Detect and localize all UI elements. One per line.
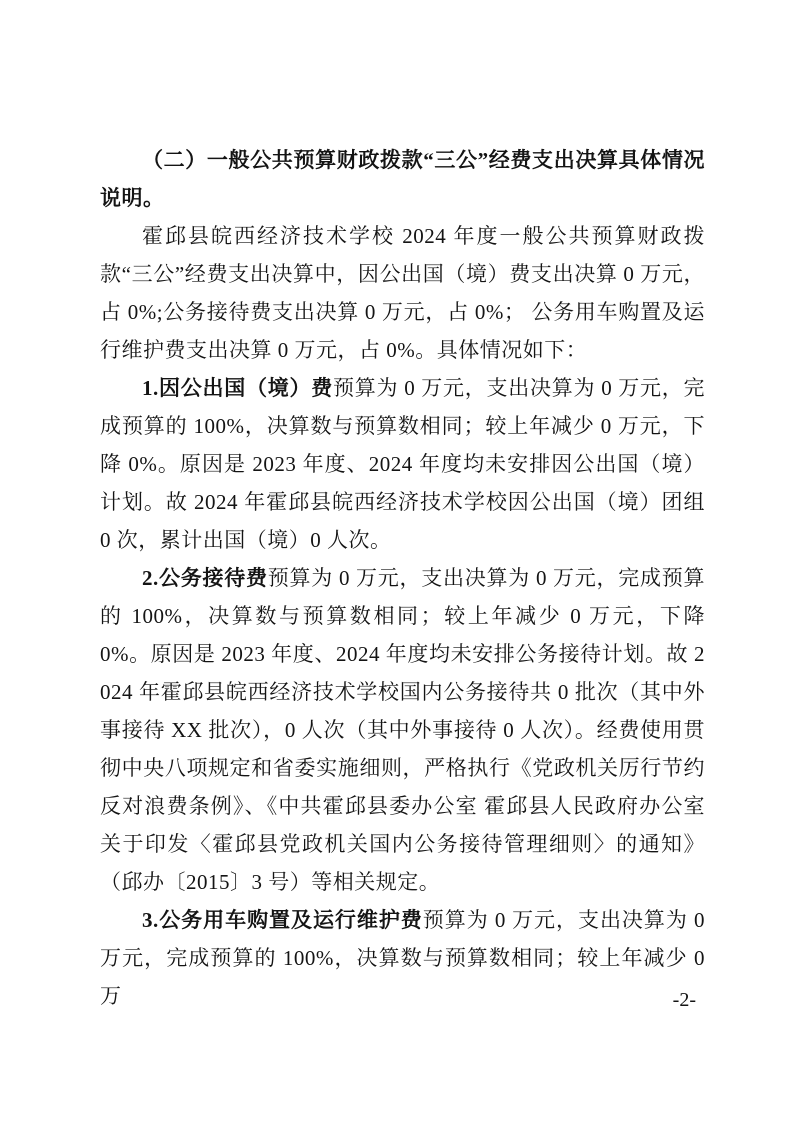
- paragraph-reception-expense: [100, 559, 705, 901]
- paragraph-reception-expense-body: 预算为 0 万元，支出决算为 0 万元，完成预算的 100%，决算数与预算数相同；较上年减少 0 万元，下降 0%。原因是 2023 年度、2024 年度均未安排公务接待计划。故 2024 年霍邱县皖西经济技术学校国内公务接待共 0 批次（其中外事接待 XX 批次），0 人次（其中外事接待 0 人次）。经费使用贯彻中央八项规定和省委实施细则，严格执行《党政机关厉行节约反对浪费条例》、《中共霍邱县委办公室 霍邱县人民政府办公室关于印发〈霍邱县党政机关国内公务接待管理细则〉的通知》（邱办〔2015〕3 号）等相关规定。: [100, 566, 705, 894]
- paragraph-reception-expense-title: 2.公务接待费: [142, 566, 268, 590]
- section-heading: （二）一般公共预算财政拨款“三公”经费支出决算具体情况说明。: [100, 148, 705, 210]
- intro-paragraph: 霍邱县皖西经济技术学校 2024 年度一般公共预算财政拨款“三公”经费支出决算中，因公出国（境）费支出决算 0 万元，占 0%;公务接待费支出决算 0 万元，占 0%； 公务用车购置及运行维护费支出决算 0 万元，占 0%。具体情况如下：: [100, 224, 705, 362]
- paragraph-abroad-expense: [100, 369, 705, 559]
- paragraph-vehicle-expense: [100, 901, 705, 1015]
- paragraph-vehicle-expense-title: 3.公务用车购置及运行维护费: [142, 908, 423, 932]
- paragraph-abroad-expense-body: 预算为 0 万元，支出决算为 0 万元，完成预算的 100%，决算数与预算数相同；较上年减少 0 万元，下降 0%。原因是 2023 年度、2024 年度均未安排因公出国（境）计划。故 2024 年霍邱县皖西经济技术学校因公出国（境）团组 0 次，累计出国（境）0 人次。: [100, 376, 705, 552]
- paragraph-abroad-expense-title: 1.因公出国（境）费: [142, 376, 333, 400]
- paragraph-vehicle-expense-body: 预算为 0 万元，支出决算为 0 万元，完成预算的 100%，决算数与预算数相同；较上年减少 0 万: [100, 908, 706, 1008]
- page-number: -2-: [672, 989, 696, 1011]
